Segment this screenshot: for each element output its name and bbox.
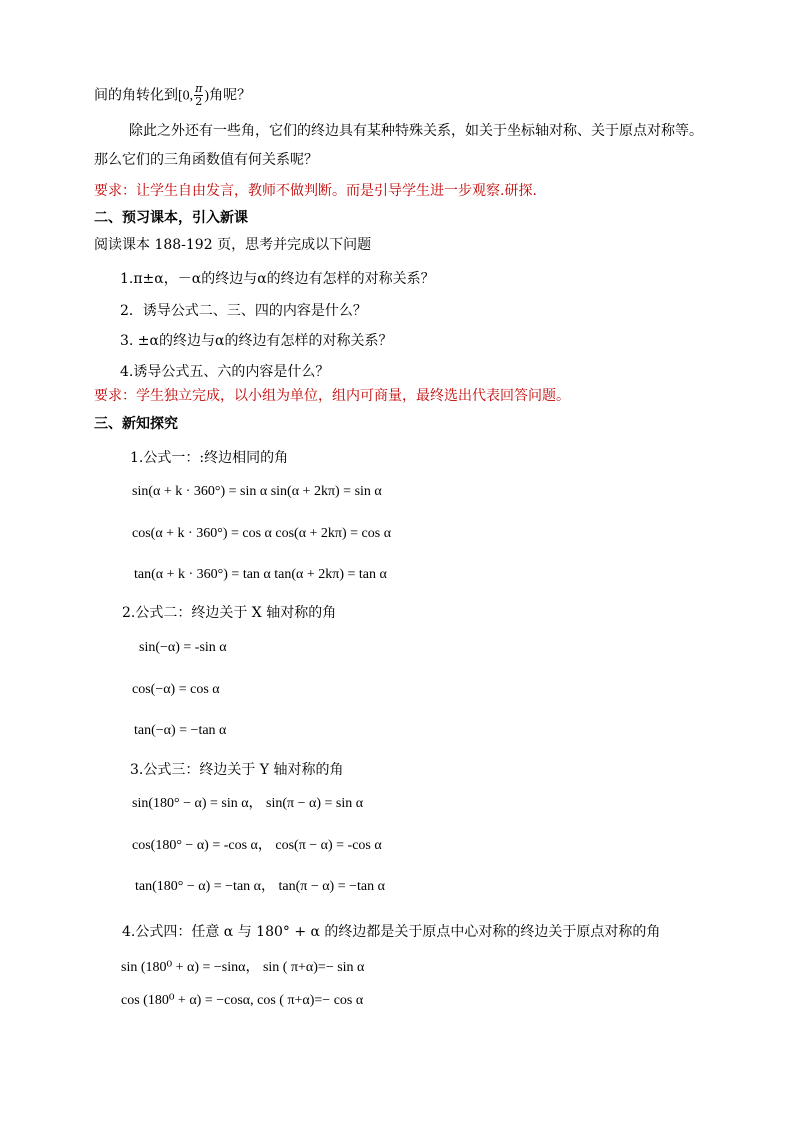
question-1: 1.π±α，－α的终边与α的终边有怎样的对称关系？ [120, 271, 435, 287]
section-2-heading: 二、预习课本，引入新课 [94, 210, 248, 226]
intro-line-3: 那么它们的三角函数值有何关系呢？ [94, 152, 318, 168]
formula-1-cos: cos(α + k · 360°) = cos α cos(α + 2kπ) = cos α [132, 526, 392, 541]
formula-3-cos: cos(180° − α) = -cos α， cos(π − α) = -cos α [132, 838, 382, 853]
fraction-numerator: π [195, 82, 203, 95]
formula-2-tan: tan(−α) = −tan α [134, 723, 227, 738]
formula-1-sin: sin(α + k · 360°) = sin α sin(α + 2kπ) = sin α [132, 484, 382, 499]
formula-4-sin: sin (180⁰ + α) = −sinα， sin ( π+α)=− sin α [121, 960, 365, 975]
interval-open: [0, [178, 88, 194, 104]
intro-line-1 [94, 83, 251, 108]
formula-3-tan: tan(180° − α) = −tan α， tan(π − α) = −tan α [135, 879, 385, 894]
reading-assignment: 阅读课本 188-192 页，思考并完成以下问题 [94, 237, 372, 253]
section-3-heading: 三、新知探究 [94, 416, 178, 432]
formula-2-title: 2.公式二：终边关于 X 轴对称的角 [122, 605, 337, 621]
intro-line-1-end: 角呢？ [209, 87, 252, 104]
formula-4-title: 4.公式四：任意 α 与 180° + α 的终边都是关于原点中心对称的终边关于原点对称的角 [122, 924, 661, 940]
formula-1-tan: tan(α + k · 360°) = tan α tan(α + 2kπ) = tan α [134, 567, 387, 582]
formula-4-cos: cos (180⁰ + α) = −cosα, cos ( π+α)=− cos α [121, 993, 364, 1008]
requirement-1: 要求：让学生自由发言，教师不做判断。而是引导学生进一步观察.研探. [94, 183, 537, 199]
formula-2-cos: cos(−α) = cos α [132, 682, 220, 697]
pi-over-2-fraction [194, 83, 203, 108]
intro-line-1-text: 间的角转化到 [94, 87, 178, 104]
formula-2-sin: sin(−α) = -sin α [139, 640, 227, 655]
question-2: 2．诱导公式二、三、四的内容是什么？ [120, 303, 367, 319]
formula-1-title: 1.公式一：:终边相同的角 [130, 450, 289, 466]
formula-3-title: 3.公式三：终边关于 Y 轴对称的角 [130, 762, 344, 778]
question-3: 3. ±α的终边与α的终边有怎样的对称关系？ [120, 333, 393, 349]
fraction-denominator: 2 [195, 95, 203, 108]
question-4: 4.诱导公式五、六的内容是什么？ [120, 364, 330, 380]
intro-line-2: 除此之外还有一些角，它们的终边具有某种特殊关系，如关于坐标轴对称、关于原点对称等。 [129, 123, 703, 139]
interval-close: ) [204, 88, 210, 104]
formula-3-sin: sin(180° − α) = sin α， sin(π − α) = sin α [132, 796, 364, 811]
requirement-2: 要求：学生独立完成，以小组为单位，组内可商量，最终选出代表回答问题。 [94, 388, 570, 404]
